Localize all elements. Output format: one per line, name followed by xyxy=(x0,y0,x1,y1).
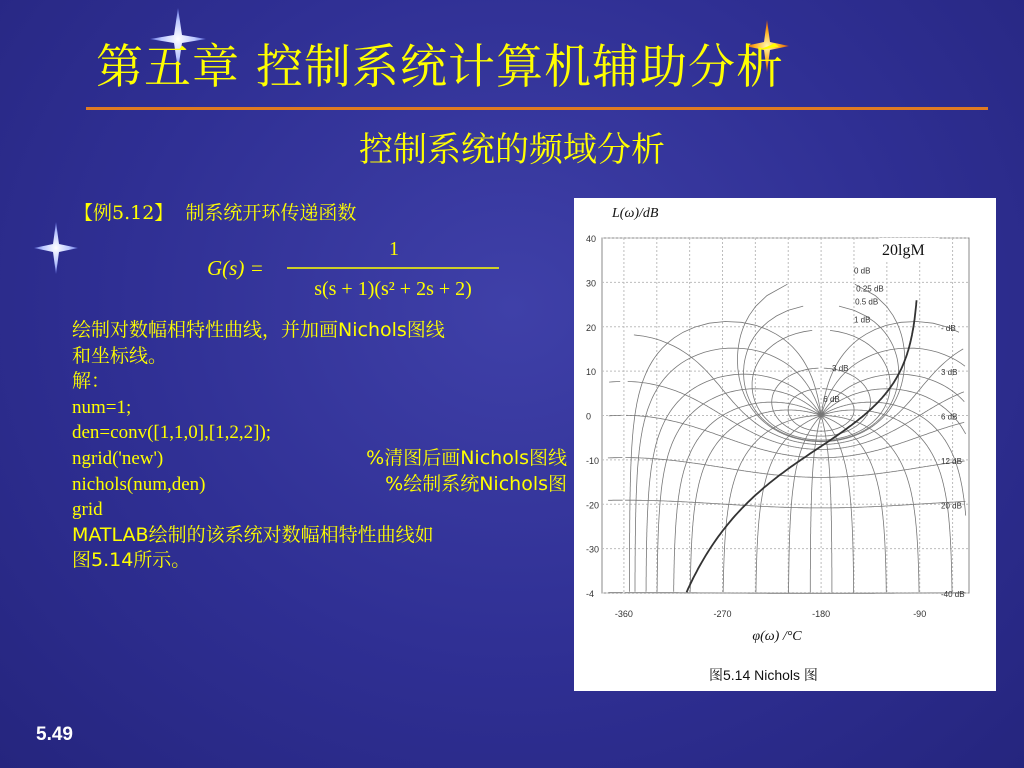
body-line: 和坐标线。 xyxy=(72,344,168,367)
body-line: 解： xyxy=(72,370,111,393)
m-contour xyxy=(634,335,963,445)
contour-inner-label: 0.5 dB xyxy=(855,297,879,307)
n-contour xyxy=(821,374,964,415)
code-command: nichols(num,den) xyxy=(72,473,206,495)
code-comment: %清图后画Nichols图线 xyxy=(366,446,567,469)
solution-text xyxy=(72,318,567,574)
x-tick-label: -90 xyxy=(913,609,927,619)
y-tick-label: -4 xyxy=(586,589,595,599)
x-tick-label: -270 xyxy=(713,609,732,619)
y-tick-label: 20 xyxy=(586,322,597,333)
curve-label: 20lgM xyxy=(882,242,925,259)
star-decoration-icon xyxy=(34,222,78,274)
grid-layer xyxy=(602,238,969,593)
y-tick-label: -30 xyxy=(586,544,600,555)
formula-denominator: s(s + 1)(s² + 2s + 2) xyxy=(314,278,472,300)
title-divider xyxy=(86,107,988,110)
x-axis-label: φ(ω) /°C xyxy=(752,629,802,644)
formula-lhs: G(s) = xyxy=(207,256,264,280)
body-line: 绘制对数幅相特性曲线，并加画Nichols图线 xyxy=(72,319,445,341)
example-heading xyxy=(74,198,356,225)
contour-inner-label: 0.25 dB xyxy=(856,284,884,294)
body-line: 图5.14所示。 xyxy=(72,549,191,572)
example-text: 制系统开环传递函数 xyxy=(185,202,357,224)
contour-inner-label: 6 dB xyxy=(823,395,840,405)
code-command: ngrid('new') xyxy=(72,447,164,469)
y-tick-label: 10 xyxy=(586,367,597,378)
contour-inner-label: 3 dB xyxy=(832,364,849,374)
code-line: num=1; xyxy=(72,396,132,418)
n-contour xyxy=(657,389,821,592)
contour-right-label: -40 dB xyxy=(941,590,965,599)
x-tick-label: -180 xyxy=(812,609,831,619)
y-axis-label: L(ω)/dB xyxy=(612,206,659,221)
n-contour xyxy=(674,402,821,592)
transfer-function-formula xyxy=(205,234,505,304)
slide-subtitle: 控制系统的频域分析 xyxy=(359,130,665,170)
slide-title: 第五章 控制系统计算机辅助分析 xyxy=(96,40,784,95)
code-comment: %绘制系统Nichols图 xyxy=(385,472,567,495)
m-contour xyxy=(609,381,620,382)
contour-right-label: - dB xyxy=(941,323,956,333)
body-line: MATLAB绘制的该系统对数幅相特性曲线如 xyxy=(72,523,434,546)
n-contour xyxy=(690,410,820,592)
contour-inner-label: 1 dB xyxy=(853,315,871,325)
n-contour xyxy=(822,410,952,592)
nichols-chart xyxy=(574,198,996,691)
code-line: grid xyxy=(72,499,103,521)
contour-right-label: 20 dB xyxy=(941,501,962,511)
y-tick-label: 40 xyxy=(586,234,597,244)
y-tick-label: 30 xyxy=(586,278,597,289)
formula-numerator: 1 xyxy=(389,238,399,260)
y-tick-label: -10 xyxy=(586,455,600,466)
x-tick-label: -360 xyxy=(614,609,633,619)
n-contour xyxy=(629,322,821,592)
y-tick-label: -20 xyxy=(586,500,600,511)
example-label: 【例5.12】 xyxy=(74,202,174,224)
page-number: 5.49 xyxy=(36,724,73,745)
y-tick-label: 0 xyxy=(586,411,592,422)
contour-right-label: 6 dB xyxy=(941,412,958,422)
contour-inner-label: 0 dB xyxy=(853,266,871,276)
contour-right-label: 3 dB xyxy=(941,368,958,378)
code-line xyxy=(72,472,567,498)
nichols-chart-figure xyxy=(574,198,996,691)
code-line: den=conv([1,1,0],[1,2,2]); xyxy=(72,422,272,444)
n-contour xyxy=(635,348,821,592)
figure-caption: 图5.14 Nichols 图 xyxy=(709,667,818,683)
contour-right-label: 12 dB xyxy=(941,456,962,466)
code-line xyxy=(72,446,567,472)
